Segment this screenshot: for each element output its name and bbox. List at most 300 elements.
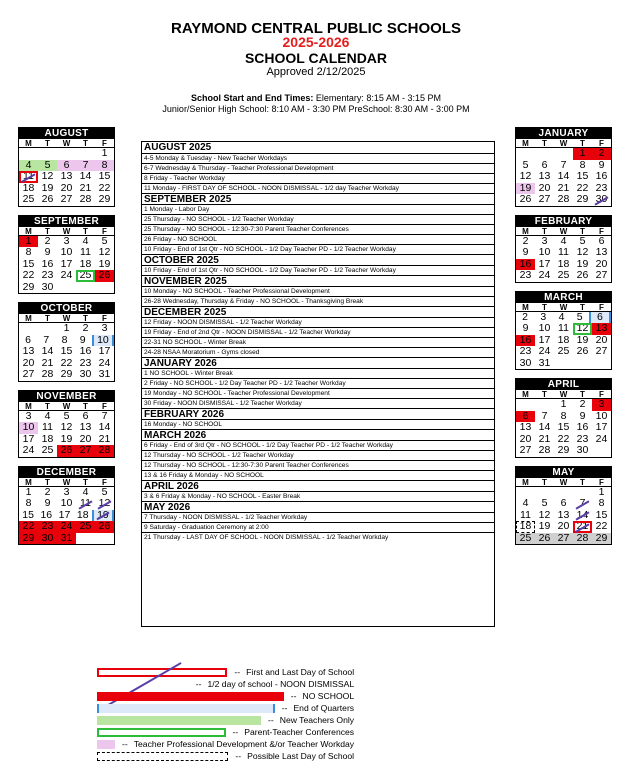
legend-dash: --: [268, 715, 274, 725]
day-cell: 20: [557, 520, 570, 532]
day-cell: 1: [19, 236, 38, 248]
day-cell: 27: [595, 269, 608, 281]
day-cell: 16: [40, 508, 53, 521]
day-cell: 5: [101, 234, 108, 247]
day-cell: 15: [22, 508, 34, 521]
legend-label: Parent-Teacher Conferences: [244, 727, 355, 737]
weekday-label: T: [542, 139, 547, 148]
day-cell: 12: [576, 246, 589, 258]
week-row: [516, 346, 611, 358]
day-cell: 30: [592, 194, 611, 206]
weekday-label: M: [25, 226, 32, 236]
day-cell: 16: [516, 335, 535, 347]
week-row: [19, 533, 114, 545]
month-title: AUGUST: [19, 128, 114, 139]
day-cell: 8: [95, 160, 114, 172]
day-cell: 9: [579, 409, 586, 422]
month-title: DECEMBER: [19, 467, 114, 478]
day-cell: [76, 282, 95, 294]
week-row: [19, 369, 114, 381]
month-august: [18, 127, 115, 207]
day-cell: 19: [516, 183, 535, 195]
day-cell: 24: [57, 521, 76, 533]
weekday-label: F: [599, 477, 604, 487]
weekday-label: W: [559, 139, 568, 148]
event-item: 26 Friday - NO SCHOOL: [142, 234, 494, 244]
day-cell: 9: [79, 333, 86, 346]
legend-dash: --: [290, 691, 297, 701]
day-cell: [76, 533, 95, 545]
day-cell: 21: [98, 432, 111, 445]
week-row: [19, 498, 114, 510]
weekday-label: M: [522, 390, 529, 399]
weekday-label: M: [25, 139, 32, 148]
event-item: 21 Thursday - LAST DAY OF SCHOOL - NOON DISMISSAL - 1/2 Teacher Workday: [142, 532, 494, 542]
day-cell: 5: [522, 158, 529, 171]
day-cell: 11: [19, 171, 38, 183]
day-cell: 4: [44, 409, 51, 422]
legend-label: Possible Last Day of School: [247, 751, 355, 761]
day-cell: 22: [60, 356, 73, 369]
legend-swatch: [97, 692, 284, 701]
weekday-label: T: [542, 302, 547, 312]
day-cell: [554, 358, 573, 370]
weekday-label: T: [83, 477, 88, 487]
day-cell: 25: [557, 269, 570, 281]
day-cell: 18: [79, 257, 92, 270]
event-item: 10 Friday - End of 1st Qtr - NO SCHOOL - 1/2 Day Teacher PD - 1/2 Teacher Workday: [142, 265, 494, 275]
day-cell: 9: [44, 246, 51, 258]
day-cell: 26: [95, 270, 114, 282]
legend-dash: --: [234, 667, 241, 677]
day-cell: 8: [61, 333, 68, 346]
weekday-label: W: [62, 477, 71, 487]
day-cell: 1: [573, 148, 592, 160]
day-cell: 18: [516, 521, 535, 533]
day-cell: 29: [592, 533, 611, 545]
weekday-label: T: [580, 302, 585, 312]
day-cell: 28: [573, 533, 592, 545]
day-cell: 30: [79, 368, 92, 380]
day-cell: 6: [541, 158, 548, 171]
weekday-label: M: [25, 314, 32, 323]
day-cell: 9: [598, 158, 605, 171]
event-item: 12 Thursday - NO SCHOOL - 12:30-7:30 Parent Teacher Conferences: [142, 460, 494, 470]
day-cell: 2: [579, 398, 586, 410]
day-cell: 11: [76, 498, 95, 510]
legend-swatch: [97, 752, 228, 761]
event-month-heading: DECEMBER 2025: [142, 306, 494, 317]
day-cell: 17: [595, 421, 608, 433]
day-cell: 7: [76, 160, 95, 172]
weekday-label: T: [45, 477, 50, 487]
day-cell: 17: [538, 257, 551, 270]
day-cell: 12: [60, 421, 73, 433]
weekday-label: T: [580, 226, 585, 236]
day-cell: 31: [538, 356, 551, 369]
day-cell: 20: [595, 333, 608, 346]
day-cell: 25: [76, 270, 95, 282]
month-title: MARCH: [516, 292, 611, 303]
day-cell: 12: [41, 170, 54, 182]
day-cell: 31: [57, 533, 76, 545]
legend-item: [97, 750, 354, 762]
day-cell: 25: [22, 193, 35, 205]
day-cell: 29: [576, 193, 589, 205]
day-cell: 23: [519, 269, 532, 281]
day-cell: 28: [95, 445, 114, 457]
legend-swatch: [97, 740, 115, 749]
legend-label: End of Quarters: [293, 703, 355, 713]
day-cell: 6: [598, 234, 605, 247]
left-month-column: [18, 127, 115, 553]
day-cell: 27: [538, 193, 551, 205]
month-april: [515, 378, 612, 458]
weekday-label: T: [45, 139, 50, 148]
day-cell: 23: [38, 521, 57, 533]
legend-label: New Teachers Only: [279, 715, 355, 725]
week-row: [19, 247, 114, 259]
weekday-label: T: [45, 226, 50, 236]
day-cell: 14: [79, 170, 92, 182]
day-cell: 18: [557, 257, 570, 270]
day-cell: 15: [22, 257, 35, 270]
week-row: [19, 148, 114, 160]
legend-item: [97, 690, 354, 702]
weekday-label: F: [102, 314, 107, 323]
day-cell: 16: [79, 345, 92, 357]
legend-swatch: [97, 704, 275, 713]
day-cell: 7: [560, 158, 567, 171]
day-cell: 25: [516, 533, 535, 545]
day-cell: 17: [58, 508, 71, 521]
day-cell: 3: [25, 409, 32, 422]
district-name: RAYMOND CENTRAL PUBLIC SCHOOLS: [170, 20, 462, 37]
day-cell: 24: [538, 269, 551, 281]
event-item: 26-28 Wednesday, Thursday & Friday - NO SCHOOL - Thanksgiving Break: [142, 296, 494, 306]
legend-dash: --: [195, 679, 202, 689]
day-cell: 23: [576, 432, 589, 445]
day-cell: 6: [516, 411, 535, 423]
day-cell: 13: [60, 170, 73, 182]
day-cell: 19: [92, 510, 114, 522]
day-cell: 9: [522, 246, 529, 258]
day-cell: 16: [41, 257, 54, 270]
day-cell: 19: [576, 257, 589, 270]
day-cell: 30: [38, 533, 57, 545]
day-cell: 4: [82, 485, 89, 498]
legend-label: 1/2 day of school - NOON DISMISSAL: [207, 679, 355, 689]
day-cell: 6: [82, 409, 89, 422]
weekday-label: W: [62, 226, 71, 236]
day-cell: 15: [60, 345, 73, 357]
event-item: 6 Friday - End of 3rd Qtr - NO SCHOOL - 1/2 Day Teacher PD - 1/2 Teacher Workday: [142, 440, 494, 450]
day-cell: 26: [535, 533, 554, 545]
month-november: [18, 390, 115, 458]
weekday-label: F: [599, 302, 604, 312]
legend-swatch: [97, 728, 226, 737]
day-cell: 27: [22, 368, 35, 380]
day-cell: 27: [60, 193, 73, 205]
day-cell: 7: [541, 409, 548, 422]
day-cell: 13: [519, 421, 532, 433]
day-cell: 28: [79, 193, 92, 205]
day-cell: 6: [589, 312, 611, 324]
day-cell: 14: [538, 421, 551, 433]
weekday-label: F: [599, 390, 604, 399]
weekday-label: T: [542, 390, 547, 399]
weekday-header: [19, 139, 114, 148]
event-month-heading: MAY 2026: [142, 501, 494, 512]
day-cell: 23: [519, 345, 532, 357]
day-cell: 23: [595, 181, 608, 194]
day-cell: 13: [22, 345, 35, 357]
month-march: [515, 291, 612, 371]
legend-label: NO SCHOOL: [302, 691, 355, 701]
month-title: JANUARY: [516, 128, 611, 139]
day-cell: [535, 399, 554, 411]
weekday-label: W: [62, 401, 71, 411]
week-row: [516, 521, 611, 533]
legend-dash: --: [281, 703, 288, 713]
day-cell: 13: [557, 508, 570, 521]
day-cell: [95, 533, 114, 545]
day-cell: 25: [41, 444, 54, 456]
week-row: [516, 247, 611, 259]
legend-label: Teacher Professional Development &/or Teacher Workday: [133, 739, 355, 749]
day-cell: 25: [557, 345, 570, 357]
weekday-label: F: [102, 477, 107, 487]
day-cell: 5: [579, 234, 586, 247]
day-cell: 29: [98, 193, 111, 205]
legend-label: First and Last Day of School: [246, 667, 355, 677]
day-cell: [573, 358, 592, 370]
weekday-label: M: [25, 477, 32, 487]
day-cell: [38, 323, 57, 335]
day-cell: 24: [22, 444, 35, 456]
day-cell: 9: [44, 497, 51, 509]
weekday-label: T: [580, 477, 585, 487]
week-row: [19, 422, 114, 434]
day-cell: 7: [573, 498, 592, 510]
event-month-heading: NOVEMBER 2025: [142, 275, 494, 286]
day-cell: 31: [98, 368, 111, 380]
day-cell: 17: [98, 345, 111, 357]
day-cell: 21: [79, 181, 92, 194]
events-list: [141, 141, 495, 627]
day-cell: 2: [44, 485, 51, 498]
day-cell: 22: [19, 521, 38, 533]
day-cell: 3: [63, 485, 70, 498]
day-cell: 11: [558, 246, 569, 258]
day-cell: 26: [57, 445, 76, 457]
legend-item: [97, 678, 354, 690]
day-cell: 17: [60, 257, 73, 270]
weekday-label: T: [83, 314, 88, 323]
day-cell: 12: [98, 246, 111, 258]
event-month-heading: AUGUST 2025: [144, 142, 212, 153]
event-item: 2 Friday - NO SCHOOL - 1/2 Day Teacher PD - 1/2 Teacher Workday: [142, 378, 494, 388]
day-cell: 20: [22, 356, 35, 369]
day-cell: 4: [19, 160, 38, 172]
weekday-label: F: [102, 401, 107, 411]
day-cell: 10: [538, 246, 551, 258]
legend-item: [97, 702, 354, 714]
day-cell: 2: [522, 234, 529, 247]
day-cell: 4: [82, 234, 89, 247]
day-cell: 5: [576, 310, 583, 323]
event-item: 3 & 6 Friday & Monday - NO SCHOOL - Easter Break: [142, 491, 494, 501]
event-month-heading: MARCH 2026: [142, 429, 494, 440]
day-cell: 9: [522, 322, 529, 334]
weekday-label: T: [542, 226, 547, 236]
day-cell: [57, 148, 76, 160]
legend-dash: --: [122, 739, 128, 749]
day-cell: 24: [595, 432, 608, 445]
day-cell: 29: [19, 533, 38, 545]
day-cell: 10: [60, 246, 73, 258]
day-cell: 2: [82, 322, 89, 334]
legend-dash: --: [235, 751, 242, 761]
times-label: School Start and End Times:: [191, 93, 314, 103]
day-cell: 13: [592, 323, 611, 335]
event-item: 12 Friday - NOON DISMISSAL - 1/2 Teacher Workday: [142, 317, 494, 327]
day-cell: 10: [60, 497, 73, 509]
event-month-heading: OCTOBER 2025: [142, 254, 494, 265]
day-cell: 18: [76, 508, 89, 521]
weekday-label: F: [599, 139, 604, 148]
weekday-label: W: [559, 390, 568, 399]
event-item: 7 Thursday - NOON DISMISSAL - 1/2 Teacher Workday: [142, 512, 494, 522]
week-row: [19, 445, 114, 457]
week-row: [516, 148, 611, 160]
day-cell: [554, 148, 573, 160]
day-cell: 23: [41, 269, 54, 281]
weekday-label: F: [599, 226, 604, 236]
day-cell: 12: [573, 323, 592, 335]
day-cell: [516, 399, 535, 411]
week-row: [19, 346, 114, 358]
weekday-label: W: [559, 226, 568, 236]
weekday-label: T: [580, 390, 585, 399]
day-cell: 17: [22, 432, 35, 445]
event-item: 19 Friday - End of 2nd Qtr - NOON DISMISSAL - 1/2 Teacher Workday: [142, 327, 494, 337]
event-item: 6-7 Wednesday & Thursday - Teacher Professional Development: [142, 163, 494, 173]
day-cell: 29: [557, 444, 570, 456]
event-item: 22-31 NO SCHOOL - Winter Break: [142, 337, 494, 347]
day-cell: 19: [60, 432, 73, 445]
month-title: MAY: [516, 467, 611, 478]
legend-swatch: [97, 716, 261, 725]
day-cell: 8: [560, 409, 567, 422]
day-cell: 6: [25, 333, 32, 346]
event-month-heading: SEPTEMBER 2025: [142, 193, 494, 204]
day-cell: [535, 148, 554, 160]
weekday-label: T: [83, 401, 88, 411]
day-cell: 13: [79, 421, 92, 433]
day-cell: 11: [42, 421, 53, 433]
day-cell: 16: [516, 259, 535, 271]
day-cell: 16: [576, 421, 589, 433]
approved-date: Approved 2/12/2025: [266, 66, 366, 78]
weekday-label: T: [45, 314, 50, 323]
week-row: [516, 171, 611, 183]
day-cell: 26: [41, 193, 54, 205]
day-cell: 30: [519, 356, 532, 369]
day-cell: 18: [557, 333, 570, 346]
day-cell: 1: [598, 485, 605, 498]
day-cell: 11: [558, 322, 569, 334]
day-cell: 2: [44, 234, 51, 247]
day-cell: 2: [592, 148, 611, 160]
day-cell: 7: [43, 333, 50, 346]
day-cell: 24: [60, 269, 73, 281]
event-month-heading: FEBRUARY 2026: [142, 408, 494, 419]
day-cell: 30: [576, 444, 589, 456]
day-cell: 3: [541, 234, 548, 247]
month-title: SEPTEMBER: [19, 216, 114, 227]
day-cell: 20: [79, 432, 92, 445]
weekday-label: M: [522, 477, 529, 487]
month-september: [18, 215, 115, 295]
day-cell: 12: [538, 508, 551, 521]
event-item: 25 Thursday - NO SCHOOL - 1/2 Teacher Workday: [142, 214, 494, 224]
day-cell: [19, 148, 38, 160]
day-cell: 3: [101, 322, 108, 334]
day-cell: [57, 282, 76, 294]
day-cell: 2: [522, 310, 529, 323]
month-december: [18, 466, 115, 546]
day-cell: 27: [519, 444, 532, 456]
day-cell: 14: [41, 345, 54, 357]
event-month-heading: APRIL 2026: [142, 480, 494, 491]
day-cell: 21: [538, 432, 551, 445]
day-cell: 20: [538, 181, 551, 194]
day-cell: 8: [25, 497, 32, 509]
day-cell: 27: [76, 445, 95, 457]
day-cell: [19, 323, 38, 335]
event-item: 8 Friday - Teacher Workday: [142, 173, 494, 183]
weekday-label: W: [62, 314, 71, 323]
week-row: [516, 399, 611, 411]
day-cell: 22: [98, 181, 111, 194]
weekday-header: [516, 478, 611, 487]
weekday-label: T: [580, 139, 585, 148]
month-title: APRIL: [516, 379, 611, 390]
weekday-label: F: [102, 139, 107, 148]
month-february: [515, 215, 612, 283]
day-cell: 10: [595, 409, 608, 422]
day-cell: 17: [538, 333, 551, 346]
school-times-line2: Junior/Senior High School: 8:10 AM - 3:30 PM PreSchool: 8:30 AM - 3:00 PM: [162, 104, 470, 114]
weekday-label: T: [45, 401, 50, 411]
weekday-label: T: [83, 226, 88, 236]
month-january: [515, 127, 612, 207]
day-cell: 11: [80, 246, 91, 258]
weekday-label: W: [559, 302, 568, 312]
day-cell: [95, 282, 114, 294]
day-cell: 28: [538, 444, 551, 456]
day-cell: 10: [538, 322, 551, 334]
day-cell: 20: [60, 181, 73, 194]
week-row: [19, 171, 114, 183]
month-title: OCTOBER: [19, 303, 114, 314]
school-times-line1: [0, 93, 632, 103]
event-item: 1 Monday - Labor Day: [142, 204, 494, 214]
event-item: 25 Thursday - NO SCHOOL - 12:30-7:30 Parent Teacher Conferences: [142, 224, 494, 234]
day-cell: 10: [19, 422, 38, 434]
week-row: [19, 323, 114, 335]
